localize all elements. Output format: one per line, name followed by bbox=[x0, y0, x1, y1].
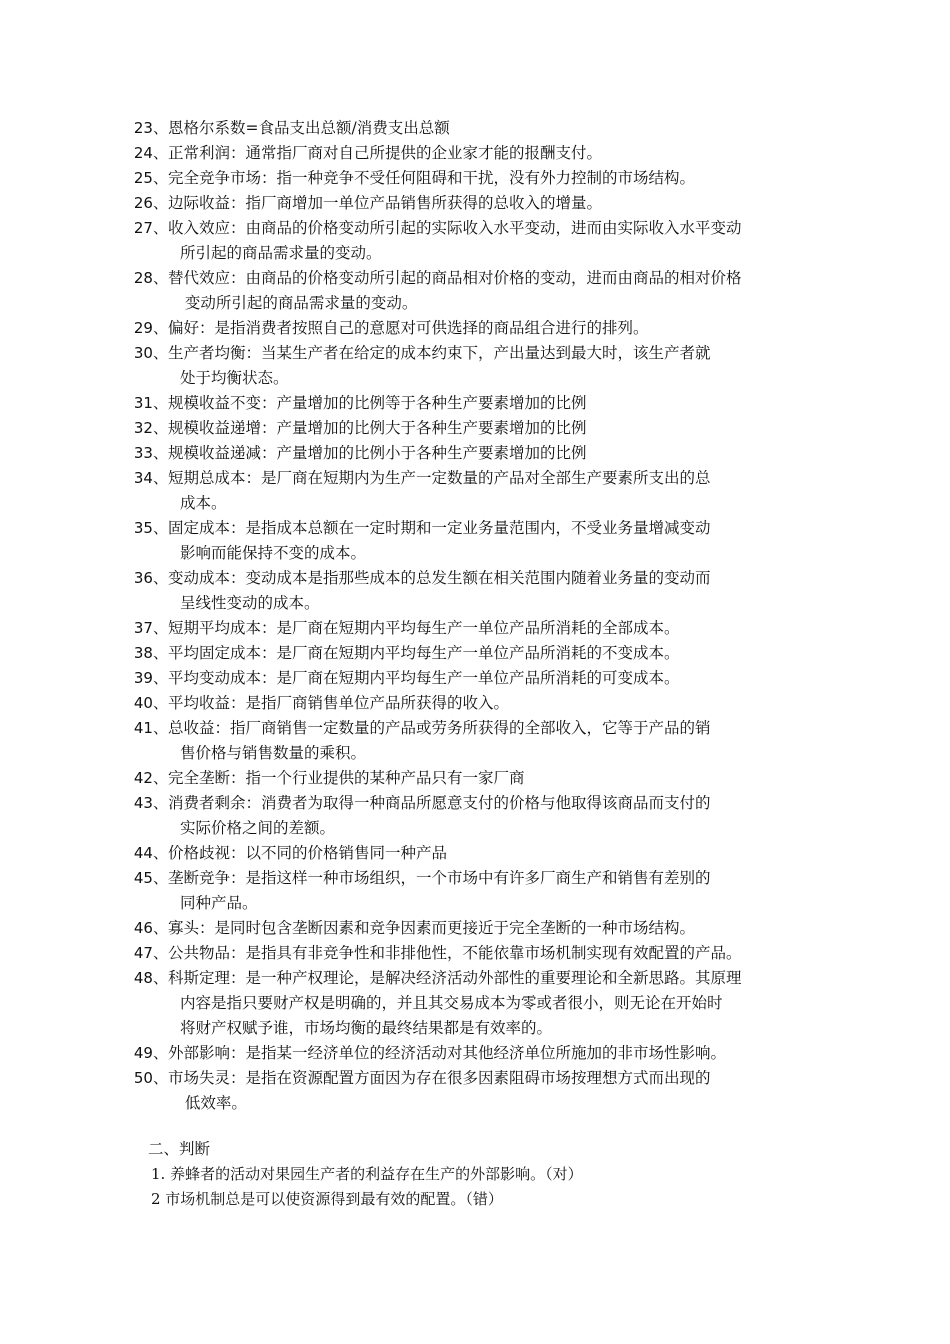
definition-line: 恩格尔系数=食品支出总额/消费支出总额 bbox=[168, 119, 450, 137]
item-number-value: 49 bbox=[133, 1044, 153, 1062]
definition-text bbox=[168, 316, 649, 341]
item-number bbox=[0, 866, 168, 916]
definition-line: 完全竞争市场：指一种竞争不受任何阻碍和干扰，没有外力控制的市场结构。 bbox=[168, 169, 696, 187]
definition-text bbox=[168, 766, 525, 791]
definition-line: 收入效应：由商品的价格变动所引起的实际收入水平变动，进而由实际收入水平变动 bbox=[168, 219, 742, 237]
definition-item bbox=[0, 266, 950, 316]
definition-line: 短期平均成本：是厂商在短期内平均每生产一单位产品所消耗的全部成本。 bbox=[168, 619, 680, 637]
definition-text bbox=[168, 466, 711, 516]
definition-line: 固定成本：是指成本总额在一定时期和一定业务量范围内，不受业务量增减变动 bbox=[168, 519, 711, 537]
item-number bbox=[0, 416, 168, 441]
item-number-value: 48 bbox=[133, 969, 153, 987]
item-number bbox=[0, 941, 168, 966]
definition-item bbox=[0, 1066, 950, 1116]
definition-text bbox=[168, 266, 742, 316]
item-number-value: 34 bbox=[133, 469, 153, 487]
item-number-separator: 、 bbox=[152, 194, 168, 212]
item-number bbox=[0, 1066, 168, 1116]
item-number-value: 32 bbox=[133, 419, 153, 437]
definition-text bbox=[168, 841, 447, 866]
item-number-separator: 、 bbox=[152, 769, 168, 787]
item-number-value: 25 bbox=[133, 169, 153, 187]
judgement-section bbox=[148, 1137, 908, 1212]
definition-line: 变动成本：变动成本是指那些成本的总发生额在相关范围内随着业务量的变动而 bbox=[168, 569, 711, 587]
definition-text bbox=[168, 716, 711, 766]
item-number bbox=[0, 141, 168, 166]
definition-item bbox=[0, 216, 950, 266]
item-number bbox=[0, 666, 168, 691]
item-number-value: 44 bbox=[133, 844, 153, 862]
definition-item bbox=[0, 341, 950, 391]
item-number bbox=[0, 266, 168, 316]
definition-text bbox=[168, 391, 587, 416]
item-number bbox=[0, 766, 168, 791]
definition-text bbox=[168, 616, 680, 641]
definition-text bbox=[168, 116, 450, 141]
definition-line: 变动所引起的商品需求量的变动。 bbox=[180, 294, 418, 312]
item-number-separator: 、 bbox=[152, 469, 168, 487]
definition-line: 科斯定理：是一种产权理论，是解决经济活动外部性的重要理论和全新思路。其原理 bbox=[168, 969, 742, 987]
item-number-separator: 、 bbox=[152, 219, 168, 237]
item-number bbox=[0, 1041, 168, 1066]
item-number-value: 35 bbox=[133, 519, 153, 537]
definition-line: 消费者剩余：消费者为取得一种商品所愿意支付的价格与他取得该商品而支付的 bbox=[168, 794, 711, 812]
definition-text bbox=[168, 1066, 711, 1116]
definition-text bbox=[168, 641, 680, 666]
item-number-separator: 、 bbox=[152, 169, 168, 187]
definition-item bbox=[0, 716, 950, 766]
definition-line: 偏好：是指消费者按照自己的意愿对可供选择的商品组合进行的排列。 bbox=[168, 319, 649, 337]
definition-item bbox=[0, 966, 950, 1041]
definition-line: 市场失灵：是指在资源配置方面因为存在很多因素阻碍市场按理想方式而出现的 bbox=[168, 1069, 711, 1087]
item-number-value: 29 bbox=[133, 319, 153, 337]
definition-line: 价格歧视：以不同的价格销售同一种产品 bbox=[168, 844, 448, 862]
item-number-separator: 、 bbox=[152, 1069, 168, 1087]
definition-item bbox=[0, 666, 950, 691]
item-number bbox=[0, 441, 168, 466]
item-number-value: 27 bbox=[133, 219, 153, 237]
item-number-value: 40 bbox=[133, 694, 153, 712]
item-number bbox=[0, 516, 168, 566]
definition-text bbox=[168, 791, 711, 841]
item-number bbox=[0, 691, 168, 716]
definition-item bbox=[0, 641, 950, 666]
item-number-separator: 、 bbox=[152, 1044, 168, 1062]
item-number-value: 33 bbox=[133, 444, 153, 462]
definition-text bbox=[168, 516, 711, 566]
item-number bbox=[0, 316, 168, 341]
item-number bbox=[0, 916, 168, 941]
definition-line: 规模收益不变：产量增加的比例等于各种生产要素增加的比例 bbox=[168, 394, 587, 412]
judgement-item: 1. 养蜂者的活动对果园生产者的利益存在生产的外部影响。（对） bbox=[151, 1165, 583, 1183]
definition-item bbox=[0, 141, 950, 166]
item-number bbox=[0, 791, 168, 841]
definition-line: 平均固定成本：是厂商在短期内平均每生产一单位产品所消耗的不变成本。 bbox=[168, 644, 680, 662]
definition-text bbox=[168, 1041, 726, 1066]
item-number-separator: 、 bbox=[152, 319, 168, 337]
item-number-value: 45 bbox=[133, 869, 153, 887]
definition-text bbox=[168, 866, 711, 916]
definition-item bbox=[0, 416, 950, 441]
definition-text bbox=[168, 691, 509, 716]
item-number-separator: 、 bbox=[152, 969, 168, 987]
item-number-separator: 、 bbox=[152, 644, 168, 662]
definition-line: 垄断竞争：是指这样一种市场组织，一个市场中有许多厂商生产和销售有差别的 bbox=[168, 869, 711, 887]
definition-text bbox=[168, 416, 587, 441]
item-number-separator: 、 bbox=[152, 569, 168, 587]
item-number-separator: 、 bbox=[152, 844, 168, 862]
definition-line: 平均收益：是指厂商销售单位产品所获得的收入。 bbox=[168, 694, 510, 712]
item-number bbox=[0, 841, 168, 866]
definition-text bbox=[168, 191, 602, 216]
definition-item bbox=[0, 316, 950, 341]
item-number-value: 50 bbox=[133, 1069, 153, 1087]
definition-item bbox=[0, 916, 950, 941]
definition-line: 规模收益递减：产量增加的比例小于各种生产要素增加的比例 bbox=[168, 444, 587, 462]
judgement-item: 2 市场机制总是可以使资源得到最有效的配置。（错） bbox=[151, 1190, 503, 1208]
definition-item bbox=[0, 1041, 950, 1066]
item-number-value: 38 bbox=[133, 644, 153, 662]
definition-line: 外部影响：是指某一经济单位的经济活动对其他经济单位所施加的非市场性影响。 bbox=[168, 1044, 727, 1062]
item-number-separator: 、 bbox=[152, 869, 168, 887]
item-number-separator: 、 bbox=[152, 519, 168, 537]
item-number bbox=[0, 216, 168, 266]
definition-line: 规模收益递增：产量增加的比例大于各种生产要素增加的比例 bbox=[168, 419, 587, 437]
definition-item bbox=[0, 616, 950, 641]
definition-item bbox=[0, 441, 950, 466]
definition-line: 成本。 bbox=[180, 494, 227, 512]
item-number-separator: 、 bbox=[152, 719, 168, 737]
definition-text bbox=[168, 141, 602, 166]
definition-line: 正常利润：通常指厂商对自己所提供的企业家才能的报酬支付。 bbox=[168, 144, 603, 162]
item-number bbox=[0, 166, 168, 191]
definition-line: 完全垄断：指一个行业提供的某种产品只有一家厂商 bbox=[168, 769, 525, 787]
item-number bbox=[0, 116, 168, 141]
item-number-value: 46 bbox=[133, 919, 153, 937]
definition-item bbox=[0, 166, 950, 191]
definition-line: 影响而能保持不变的成本。 bbox=[180, 544, 367, 562]
definition-text bbox=[168, 566, 711, 616]
definition-line: 同种产品。 bbox=[180, 894, 258, 912]
definition-list bbox=[0, 116, 950, 1116]
definition-text bbox=[168, 441, 587, 466]
item-number-separator: 、 bbox=[152, 344, 168, 362]
item-number bbox=[0, 191, 168, 216]
definition-line: 公共物品：是指具有非竞争性和非排他性，不能依靠市场机制实现有效配置的产品。 bbox=[168, 944, 742, 962]
item-number bbox=[0, 391, 168, 416]
definition-item bbox=[0, 516, 950, 566]
item-number-separator: 、 bbox=[152, 944, 168, 962]
item-number-value: 37 bbox=[133, 619, 153, 637]
item-number-separator: 、 bbox=[152, 269, 168, 287]
definition-item bbox=[0, 466, 950, 516]
item-number bbox=[0, 716, 168, 766]
item-number-separator: 、 bbox=[152, 669, 168, 687]
definition-line: 处于均衡状态。 bbox=[180, 369, 289, 387]
definition-line: 生产者均衡：当某生产者在给定的成本约束下，产出量达到最大时，该生产者就 bbox=[168, 344, 711, 362]
definition-item bbox=[0, 866, 950, 916]
definition-line: 替代效应：由商品的价格变动所引起的商品相对价格的变动，进而由商品的相对价格 bbox=[168, 269, 742, 287]
definition-line: 短期总成本：是厂商在短期内为生产一定数量的产品对全部生产要素所支出的总 bbox=[168, 469, 711, 487]
item-number-value: 31 bbox=[133, 394, 153, 412]
definition-text bbox=[168, 166, 695, 191]
item-number-separator: 、 bbox=[152, 619, 168, 637]
item-number-value: 47 bbox=[133, 944, 153, 962]
definition-text bbox=[168, 966, 742, 1041]
item-number-separator: 、 bbox=[152, 444, 168, 462]
definition-line: 售价格与销售数量的乘积。 bbox=[180, 744, 367, 762]
definition-item bbox=[0, 941, 950, 966]
definition-item bbox=[0, 691, 950, 716]
item-number-value: 28 bbox=[133, 269, 153, 287]
definition-line: 呈线性变动的成本。 bbox=[180, 594, 320, 612]
definition-line: 所引起的商品需求量的变动。 bbox=[180, 244, 382, 262]
item-number-separator: 、 bbox=[152, 119, 168, 137]
item-number-value: 23 bbox=[133, 119, 153, 137]
definition-line: 低效率。 bbox=[180, 1094, 247, 1112]
item-number bbox=[0, 341, 168, 391]
definition-line: 实际价格之间的差额。 bbox=[180, 819, 336, 837]
item-number-value: 42 bbox=[133, 769, 153, 787]
definition-item bbox=[0, 391, 950, 416]
item-number bbox=[0, 641, 168, 666]
item-number-value: 41 bbox=[133, 719, 153, 737]
item-number-value: 26 bbox=[133, 194, 153, 212]
section-title: 二、判断 bbox=[148, 1140, 211, 1158]
definition-line: 边际收益：指厂商增加一单位产品销售所获得的总收入的增量。 bbox=[168, 194, 603, 212]
item-number-separator: 、 bbox=[152, 394, 168, 412]
item-number-value: 24 bbox=[133, 144, 153, 162]
item-number-value: 39 bbox=[133, 669, 153, 687]
definition-line: 平均变动成本：是厂商在短期内平均每生产一单位产品所消耗的可变成本。 bbox=[168, 669, 680, 687]
definition-line: 寡头：是同时包含垄断因素和竞争因素而更接近于完全垄断的一种市场结构。 bbox=[168, 919, 696, 937]
definition-text bbox=[168, 341, 711, 391]
item-number-separator: 、 bbox=[152, 919, 168, 937]
item-number-value: 36 bbox=[133, 569, 153, 587]
definition-line: 将财产权赋予谁，市场均衡的最终结果都是有效率的。 bbox=[180, 1019, 553, 1037]
definition-item bbox=[0, 566, 950, 616]
item-number bbox=[0, 466, 168, 516]
item-number-value: 43 bbox=[133, 794, 153, 812]
item-number bbox=[0, 966, 168, 1041]
definition-item bbox=[0, 191, 950, 216]
item-number bbox=[0, 616, 168, 641]
definition-item bbox=[0, 116, 950, 141]
definition-item bbox=[0, 766, 950, 791]
definition-line: 总收益：指厂商销售一定数量的产品或劳务所获得的全部收入，它等于产品的销 bbox=[168, 719, 711, 737]
item-number-separator: 、 bbox=[152, 419, 168, 437]
item-number-separator: 、 bbox=[152, 144, 168, 162]
definition-item bbox=[0, 841, 950, 866]
item-number bbox=[0, 566, 168, 616]
definition-line: 内容是指只要财产权是明确的，并且其交易成本为零或者很小，则无论在开始时 bbox=[180, 994, 723, 1012]
definition-item bbox=[0, 791, 950, 841]
definition-text bbox=[168, 216, 742, 266]
item-number-separator: 、 bbox=[152, 694, 168, 712]
item-number-separator: 、 bbox=[152, 794, 168, 812]
definition-text bbox=[168, 666, 680, 691]
definition-text bbox=[168, 941, 742, 966]
item-number-value: 30 bbox=[133, 344, 153, 362]
definition-text bbox=[168, 916, 695, 941]
